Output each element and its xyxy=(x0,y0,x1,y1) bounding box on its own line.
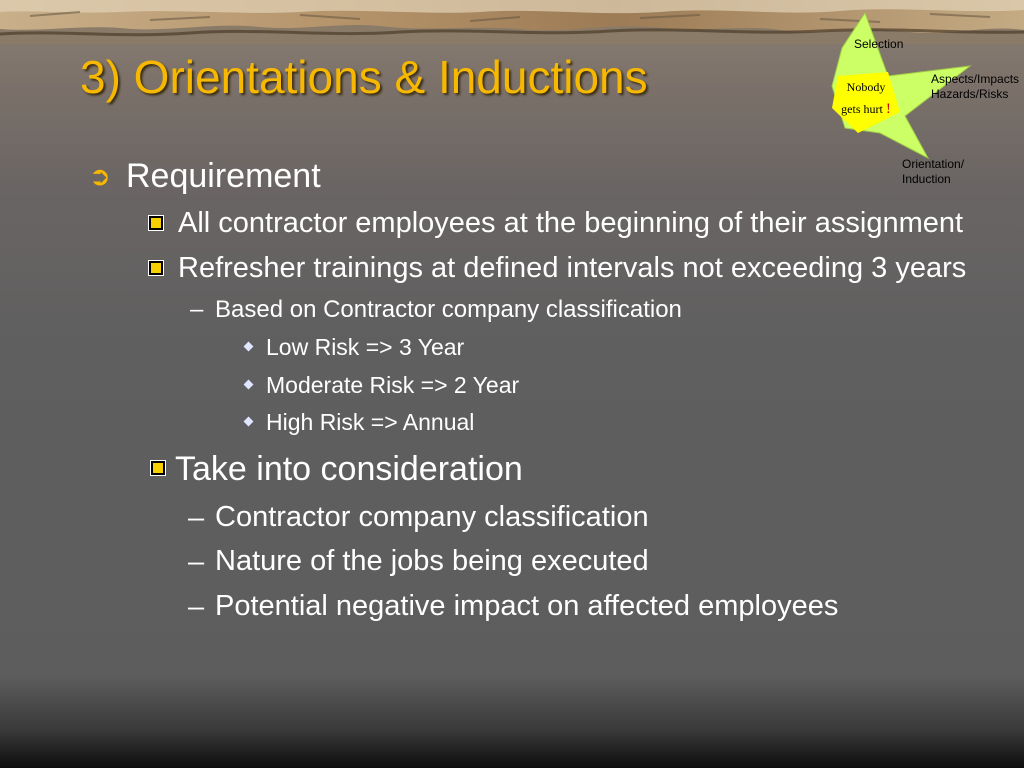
square-bullet-icon xyxy=(149,261,163,275)
requirement-item-1: All contractor employees at the beginning of their assignment xyxy=(178,207,964,239)
risk-item-low: Low Risk => 3 Year xyxy=(266,334,465,360)
heading-requirement: Requirement xyxy=(126,157,321,195)
consideration-item-2: Nature of the jobs being executed xyxy=(215,545,649,577)
diagram-label-selection: Selection xyxy=(854,37,904,51)
diamond-bullet-icon xyxy=(244,417,254,427)
diagram-label-hazards: Hazards/Risks xyxy=(931,87,1009,101)
dash-bullet-icon: – xyxy=(188,591,205,623)
diagram-label-induction: Induction xyxy=(902,172,951,186)
dash-bullet-icon: – xyxy=(188,546,205,578)
center-line-1: Nobody xyxy=(846,80,886,94)
center-line-2: gets hurt xyxy=(841,102,883,116)
diagram-label-orientation: Orientation/ xyxy=(902,157,965,171)
arrow-bullet-icon: ➲ xyxy=(89,161,111,191)
based-on-text: Based on Contractor company classification xyxy=(215,296,682,323)
dash-bullet-icon: – xyxy=(190,296,204,323)
center-exclamation: ! xyxy=(885,101,891,117)
slide-title: 3) Orientations & Inductions xyxy=(80,51,648,103)
dash-bullet-icon: – xyxy=(188,502,205,534)
diagram-label-aspects: Aspects/Impacts xyxy=(931,72,1020,86)
square-bullet-icon xyxy=(151,461,165,475)
consideration-item-1: Contractor company classification xyxy=(215,501,649,533)
requirement-item-2: Refresher trainings at defined intervals not exceeding 3 years xyxy=(178,252,967,284)
diamond-bullet-icon xyxy=(244,380,254,390)
risk-item-moderate: Moderate Risk => 2 Year xyxy=(266,372,520,398)
risk-item-high: High Risk => Annual xyxy=(266,409,475,435)
square-bullet-icon xyxy=(149,216,163,230)
heading-consideration: Take into consideration xyxy=(175,450,523,488)
consideration-item-3: Potential negative impact on affected employees xyxy=(215,590,839,622)
diamond-bullet-icon xyxy=(244,342,254,352)
diagram-center-text xyxy=(836,76,896,120)
